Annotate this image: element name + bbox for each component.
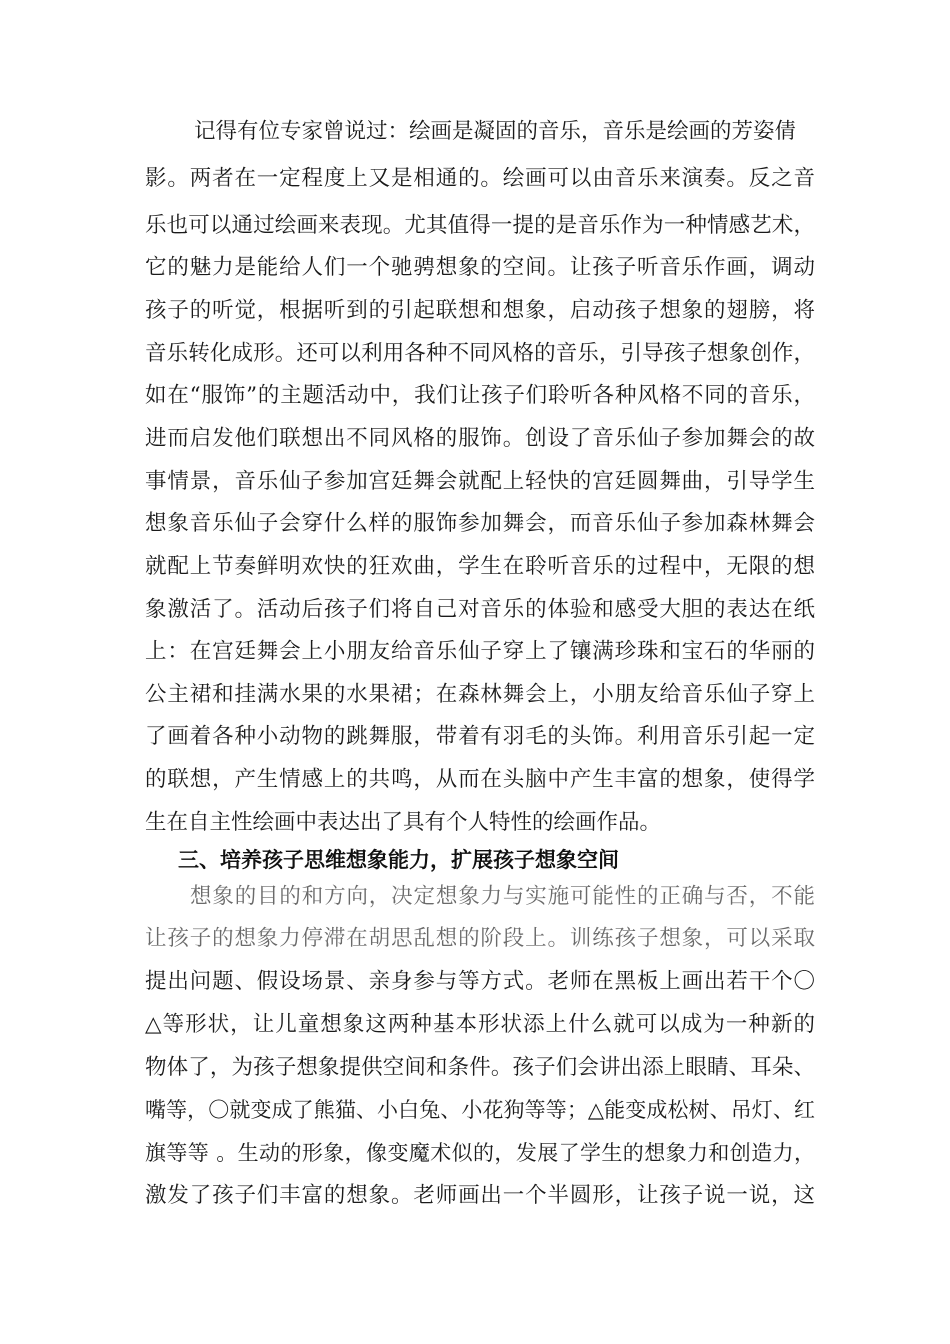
paragraph-1-line-5: 孩子的听觉，根据听到的引起联想和想象，启动孩子想象的翅膀，将 (145, 298, 815, 323)
paragraph-2-line-6: 嘴等，〇就变成了熊猫、小白兔、小花狗等等；△能变成松树、吊灯、红 (145, 1098, 815, 1122)
paragraph-1-line-8: 进而启发他们联想出不同风格的服饰。创设了音乐仙子参加舞会的故 (145, 426, 815, 451)
paragraph-1-line-16: 的联想，产生情感上的共鸣，从而在头脑中产生丰富的想象，使得学 (145, 767, 815, 792)
paragraph-1-line-2: 影。两者在一定程度上又是相通的。绘画可以由音乐来演奏。反之音 (145, 166, 815, 191)
section-heading: 三、培养孩子思维想象能力，扩展孩子想象空间 (178, 848, 619, 872)
paragraph-1-line-3: 乐也可以通过绘画来表现。尤其值得一提的是音乐作为一种情感艺术， (145, 213, 815, 238)
paragraph-1-line-4: 它的魅力是能给人们一个驰骋想象的空间。让孩子听音乐作画，调动 (145, 255, 815, 280)
paragraph-2-line-5: 物体了，为孩子想象提供空间和条件。孩子们会讲出添上眼睛、耳朵、 (145, 1055, 815, 1080)
paragraph-1-line-11: 就配上节奏鲜明欢快的狂欢曲，学生在聆听音乐的过程中，无限的想 (145, 554, 815, 579)
paragraph-1-line-12: 象激活了。活动后孩子们将自己对音乐的体验和感受大胆的表达在纸 (145, 597, 815, 622)
paragraph-1-line-7: 如在“服饰”的主题活动中，我们让孩子们聆听各种风格不同的音乐， (145, 383, 815, 408)
paragraph-1-line-6: 音乐转化成形。还可以利用各种不同风格的音乐，引导孩子想象创作， (145, 341, 815, 366)
paragraph-2-line-4: △等形状，让儿童想象这两种基本形状添上什么就可以成为一种新的 (145, 1012, 815, 1037)
paragraph-2-line-8: 激发了孩子们丰富的想象。老师画出一个半圆形，让孩子说一说，这 (145, 1183, 815, 1208)
paragraph-1-line-9: 事情景，音乐仙子参加宫廷舞会就配上轻快的宫廷圆舞曲，引导学生 (145, 469, 815, 494)
paragraph-2-line-3: 提出问题、假设场景、亲身参与等方式。老师在黑板上画出若干个〇 (145, 969, 815, 994)
paragraph-1-line-17: 生在自主性绘画中表达出了具有个人特性的绘画作品。 (145, 810, 662, 835)
paragraph-1-line-10: 想象音乐仙子会穿什么样的服饰参加舞会，而音乐仙子参加森林舞会 (145, 511, 815, 536)
paragraph-1-line-1: 记得有位专家曾说过：绘画是凝固的音乐，音乐是绘画的芳姿倩 (194, 119, 797, 144)
paragraph-2-line-1: 想象的目的和方向，决定想象力与实施可能性的正确与否，不能 (190, 884, 815, 909)
paragraph-1-line-14: 公主裙和挂满水果的水果裙；在森林舞会上，小朋友给音乐仙子穿上 (145, 682, 815, 707)
paragraph-1-line-15: 了画着各种小动物的跳舞服，带着有羽毛的头饰。利用音乐引起一定 (145, 724, 815, 749)
paragraph-1-line-13: 上：在宫廷舞会上小朋友给音乐仙子穿上了镶满珍珠和宝石的华丽的 (145, 639, 815, 664)
paragraph-2-line-7: 旗等等 。生动的形象，像变魔术似的，发展了学生的想象力和创造力， (145, 1141, 815, 1165)
paragraph-2-line-2: 让孩子的想象力停滞在胡思乱想的阶段上。训练孩子想象，可以采取 (145, 926, 815, 951)
